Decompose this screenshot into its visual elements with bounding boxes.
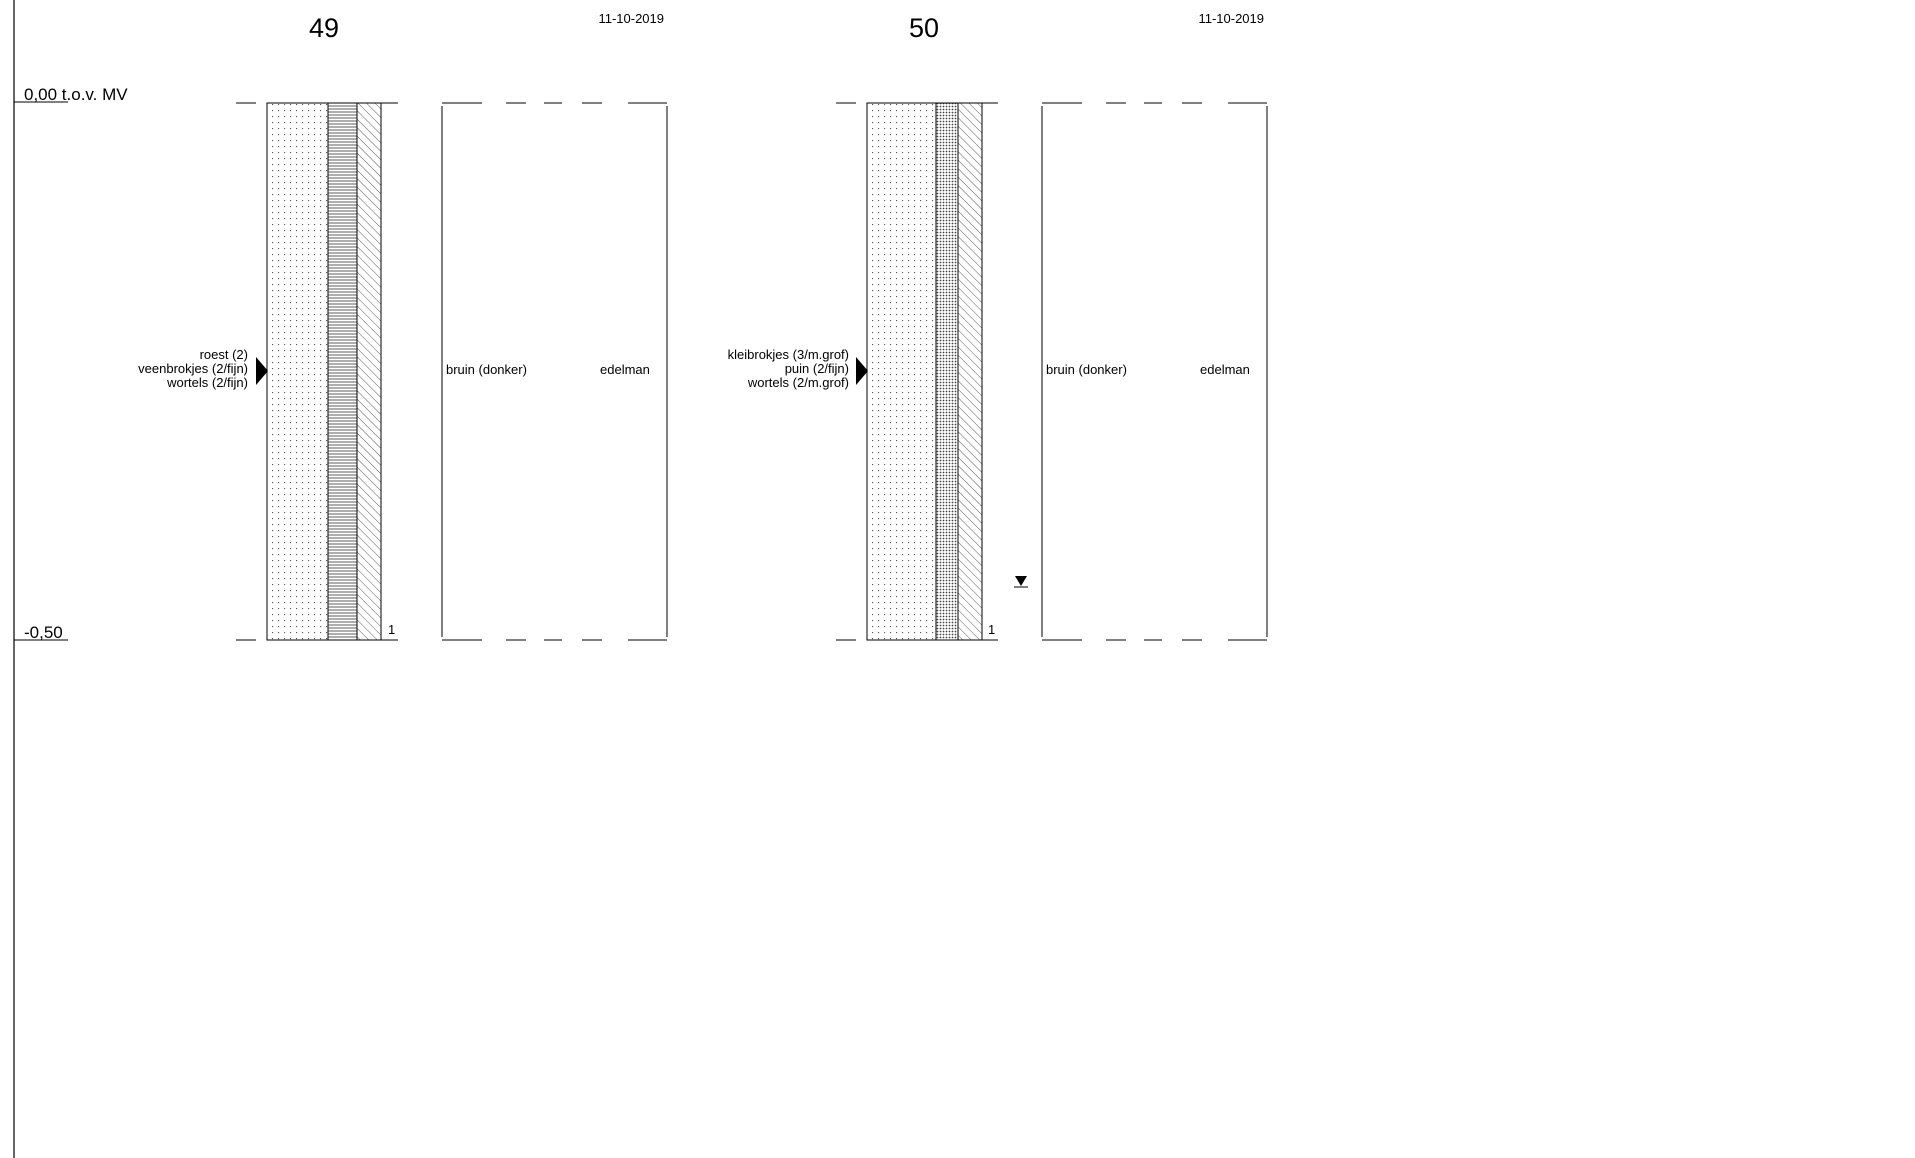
attribute-labels (728, 347, 868, 390)
sand-pattern (267, 103, 328, 640)
depth-axis (14, 0, 128, 1158)
depth-label-mid: -0,50 (24, 623, 63, 642)
peat-pattern (958, 103, 982, 640)
attribute-pointer-icon (256, 357, 268, 385)
method-description: edelman (600, 362, 650, 377)
sand-pattern (867, 103, 936, 640)
rubble-pattern (936, 103, 958, 640)
attribute-label: puin (2/fijn) (784, 361, 849, 376)
borehole-49 (138, 11, 669, 643)
color-description: bruin (donker) (1046, 362, 1127, 377)
attribute-labels (138, 347, 268, 390)
layer-number: 1 (988, 622, 996, 637)
lithology-column (867, 103, 998, 640)
method-description: edelman (1200, 362, 1250, 377)
depth-label-top: 0,00 t.o.v. MV (24, 85, 128, 104)
water-level-triangle-icon (1014, 576, 1028, 587)
borehole-date: 11-10-2019 (1198, 11, 1264, 26)
peat-pattern (357, 103, 381, 640)
borehole-number: 50 (908, 13, 940, 43)
color-description: bruin (donker) (446, 362, 527, 377)
attribute-label: veenbrokjes (2/fijn) (138, 361, 248, 376)
attribute-label: wortels (2/fijn) (167, 375, 248, 390)
attribute-label: roest (2) (199, 347, 248, 362)
borehole-number: 49 (308, 13, 340, 43)
layer-number: 1 (388, 622, 396, 637)
attribute-label: kleibrokjes (3/m.grof) (727, 347, 849, 362)
lithology-column (267, 103, 398, 640)
borehole-date: 11-10-2019 (598, 11, 664, 26)
clay-pattern (328, 103, 357, 640)
attribute-pointer-icon (856, 357, 868, 385)
borehole-50 (728, 11, 1269, 643)
attribute-label: wortels (2/m.grof) (747, 375, 849, 390)
